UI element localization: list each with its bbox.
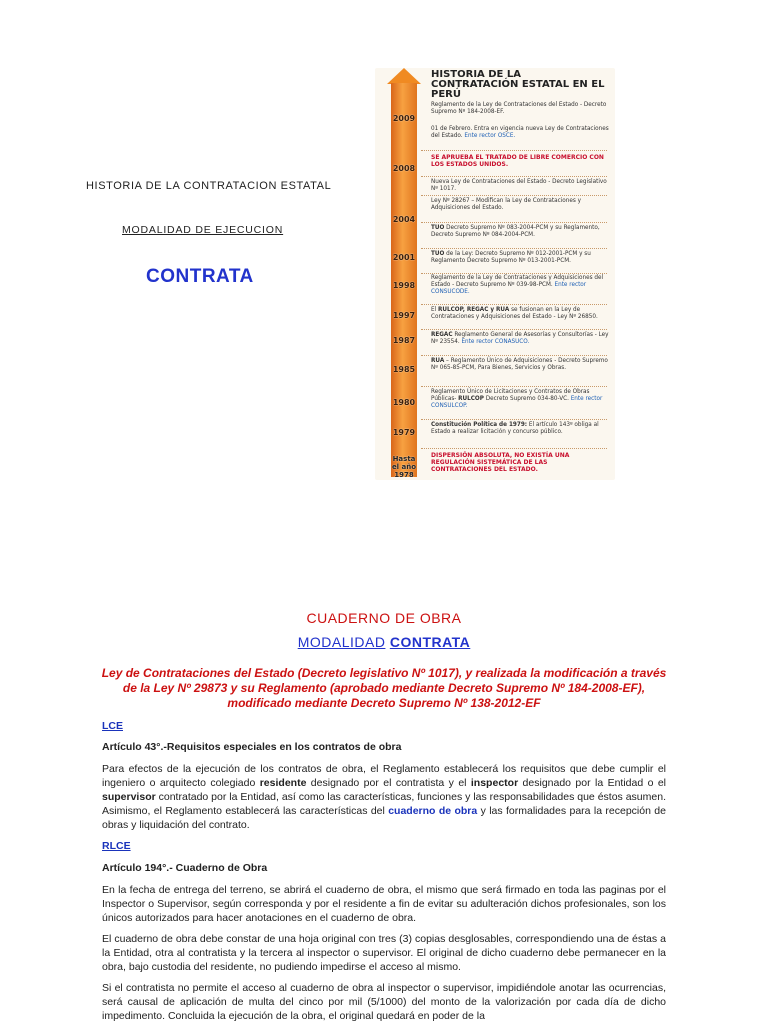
article-194-heading: Artículo 194°.- Cuaderno de Obra — [102, 862, 268, 874]
timeline-entry: El RULCOP, REGAC y RUA se fusionan en la Ley de Contrataciones y Adquisiciones del Estado - Ley Nº 26850. — [431, 307, 598, 320]
timeline-entry: Reglamento Único de Licitaciones y Contratos de Obras Públicas- RULCOP Decreto Supremo 034-80-VC. Ente rector CONSULCOP. — [431, 389, 603, 409]
timeline-entry: 01 de Febrero. Entra en vigencia nueva Ley de Contrataciones del Estado. Ente rector OSCE. — [431, 126, 609, 139]
timeline-arrow-shaft — [391, 83, 417, 477]
timeline-year: 2008 — [392, 164, 416, 173]
timeline-year: 1979 — [392, 428, 416, 437]
contrata-heading: CONTRATA — [146, 266, 254, 287]
arrow-up-icon — [387, 68, 421, 84]
timeline-title: HISTORIA DE LA CONTRATACIÓN ESTATAL EN EL PERÚ — [431, 69, 605, 100]
history-title: HISTORIA DE LA CONTRATACION ESTATAL — [86, 180, 332, 192]
divider — [421, 195, 607, 196]
timeline-entry: Nueva Ley de Contrataciones del Estado - Decreto Legislativo Nº 1017. — [431, 179, 607, 192]
timeline-entry: RUA – Reglamento Único de Adquisiciones - Decreto Supremo Nº 065-85-PCM, Para Bienes, Servicios y Obras. — [431, 358, 608, 371]
timeline-year: 1998 — [392, 281, 416, 290]
divider — [421, 448, 607, 449]
cuaderno-heading: CUADERNO DE OBRA — [306, 610, 462, 626]
lce-link[interactable]: LCE — [102, 720, 123, 732]
divider — [421, 150, 607, 151]
paragraph: En la fecha de entrega del terreno, se abrirá el cuaderno de obra, el mismo que será firmado en toda las paginas por el Inspector o Supervisor, según corresponda y por el residente a fin de evitar su adulteración dichos profesionales, son los únicos autorizados para hacer anotaciones en el cuaderno de obra. — [102, 884, 666, 924]
timeline-entry: Constitución Política de 1979: El artículo 143º obliga al Estado a realizar licitación y concurso público. — [431, 422, 599, 435]
divider — [421, 329, 607, 330]
timeline-entry: TUO de la Ley: Decreto Supremo Nº 012-2001-PCM y su Reglamento Decreto Supremo Nº 013-2001-PCM. — [431, 251, 591, 264]
timeline-entry: DISPERSIÓN ABSOLUTA, NO EXISTÍA UNA REGULACIÓN SISTEMÁTICA DE LAS CONTRATACIONES DEL ESTADO. — [431, 452, 570, 473]
paragraph: El cuaderno de obra debe constar de una hoja original con tres (3) copias desglosables, correspondiendo una de éstas a la Entidad, otra al contratista y la tercera al inspector o supervisor. El original de dicho cuaderno debe permanecer en la obra, bajo custodia del residente, no pudiendo impedirse el acceso al mismo. — [102, 933, 666, 973]
contrata-label: CONTRATA — [389, 634, 471, 650]
divider — [421, 176, 607, 177]
modalidad-heading — [0, 634, 768, 650]
history-timeline-infographic — [375, 68, 615, 480]
timeline-entry: REGAC Reglamento General de Asesorías y Consultorías - Ley Nº 23554. Ente rector CONASUCO. — [431, 332, 609, 345]
timeline-year: 2001 — [392, 253, 416, 262]
timeline-year: 2009 — [392, 114, 416, 123]
paragraph: Si el contratista no permite el acceso al cuaderno de obra al inspector o supervisor, impidiéndole anotar las ocurrencias, será causal de aplicación de multa del cinco por mil (5/1000) del monto de la valorización por cada día de dicho impedimento. Concluida la ejecución de la obra, el original quedará en poder de la — [102, 982, 666, 1022]
modalidad-subtitle: MODALIDAD DE EJECUCION — [122, 224, 284, 236]
timeline-entry: Ley Nº 28267 – Modifican la Ley de Contrataciones y Adquisiciones del Estado. — [431, 198, 582, 211]
timeline-year: 1980 — [392, 398, 416, 407]
modalidad-label: MODALIDAD — [297, 634, 386, 650]
divider — [421, 273, 607, 274]
law-reference: Ley de Contrataciones del Estado (Decreto legislativo Nº 1017), y realizada la modificación a través de la Ley Nº 29873 y su Reglamento (aprobado mediante Decreto Supremo Nº 184-2008-EF), modificado mediante Decreto Supremo Nº 138-2012-EF — [101, 666, 667, 710]
timeline-entry: Reglamento de la Ley de Contrataciones y Adquisiciones del Estado - Decreto Supremo Nº 039-98-PCM. Ente rector CONSUCODE. — [431, 275, 604, 295]
timeline-year: 1987 — [392, 336, 416, 345]
cuaderno-link[interactable]: cuaderno de obra — [388, 805, 478, 817]
rlce-link[interactable]: RLCE — [102, 840, 131, 852]
timeline-year: 1985 — [392, 365, 416, 374]
timeline-year: Hasta el año 1978 — [391, 455, 417, 479]
timeline-entry: SE APRUEBA EL TRATADO DE LIBRE COMERCIO CON LOS ESTADOS UNIDOS. — [431, 154, 604, 168]
article-43-heading: Artículo 43°.-Requisitos especiales en los contratos de obra — [102, 741, 402, 753]
divider — [421, 419, 607, 420]
timeline-year: 1997 — [392, 311, 416, 320]
divider — [421, 248, 607, 249]
timeline-entry: Reglamento de la Ley de Contrataciones del Estado - Decreto Supremo Nº 184-2008-EF. — [431, 102, 607, 115]
divider — [421, 304, 607, 305]
divider — [421, 222, 607, 223]
article-43-paragraph: Para efectos de la ejecución de los contratos de obra, el Reglamento establecerá los requisitos que debe cumplir el ingeniero o arquitecto colegiado residente designado por el contratista y el inspector designado por la Entidad o el supervisor contratado por la Entidad, así como las características, funciones y las responsabilidades que éstos asumen. Asimismo, el Reglamento establecerá las características del cuaderno de obra y las formalidades para la recepción de obras y liquidación del contrato. — [102, 763, 666, 831]
divider — [421, 386, 607, 387]
timeline-entry: TUO Decreto Supremo Nº 083-2004-PCM y su Reglamento, Decreto Supremo Nº 084-2004-PCM. — [431, 225, 600, 238]
divider — [421, 355, 607, 356]
timeline-year: 2004 — [392, 215, 416, 224]
